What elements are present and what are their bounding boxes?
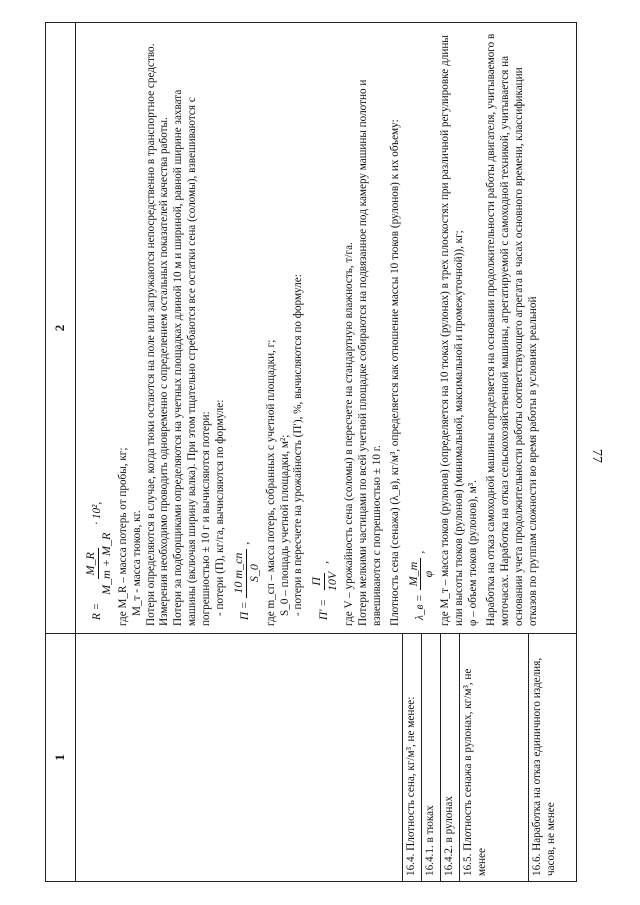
formula-lambda: λ_в = M_т φ ,	[405, 550, 436, 620]
column-header-1: 1	[46, 633, 76, 881]
text-line: - потери в пересчете на урожайность (П′), %, вычисляются по формуле:	[292, 274, 305, 616]
requirements-table	[45, 22, 577, 882]
text-line: Потери определяются в случае, когда тюки остаются на поле или загружаются непосредственно в транспортное средство.	[144, 43, 157, 626]
text-line: Измерения необходимо проводить одновременно с определением остальных показателей качества работы.	[158, 117, 171, 626]
parameter-cell-continued	[76, 634, 403, 881]
formula-P-prime: П′ = П 10V ,	[309, 560, 340, 620]
text-line: Потери за подборщиками определяются на учетных площадках длиной 10 м и шириной, равной ширине захвата	[172, 89, 185, 626]
parameter-column	[76, 633, 576, 881]
text-line: - потери (П), кг/га, вычисляются по формуле:	[213, 399, 226, 616]
text-line: S_0 – площадь учетной площадки, м²;	[278, 434, 291, 616]
text-line: где M_т – масса тюков (рулонов) (определяется на 10 тюках (рулонах) в трех плоскостях при различной регулировке длины или высоты тюков (рулонов) (минимальной, максимальной и промежуточной)), кг;	[439, 35, 466, 626]
parameter-hay-density-rolls: 16.4.2. в рулонах	[441, 634, 460, 881]
parameter-mtbf: 16.6. Наработка на отказ единичного изделия, часов, не менее	[531, 657, 557, 876]
text-line: где m_сп – масса потерь, собранных с учетной площадки, г;	[264, 339, 277, 626]
method-column	[76, 23, 576, 633]
column-header-2: 2	[46, 23, 76, 633]
text-line: где M_R – масса потерь от пробы, кг;	[116, 447, 129, 626]
text-line: машины (включая ширину валка). При этом тщательно сгребаются все остатки сена (соломы), взвешиваются с погрешностью ± 10 г и вычисляются потери:	[186, 97, 213, 626]
text-line: Потери мелкими частицами по всей учетной площадке собираются на подвязанное под камеру машины полотно и взвешиваются с погрешностью ± 10 г.	[356, 79, 383, 626]
page-number: 77	[589, 449, 604, 463]
formula-P: П = 10 m_сп S_0 ,	[230, 541, 261, 620]
text-line: где V – урожайность сена (соломы) в пересчете на стандартную влажность, т/га.	[343, 242, 356, 626]
parameter-haylage-density: 16.5. Плотность сенажа в рулонах, кг/м³, не менее	[460, 634, 529, 881]
parameter-hay-density-bales: 16.4.1. в тюках	[422, 634, 441, 881]
text-line: φ – объем тюков (рулонов), м³.	[467, 480, 480, 626]
text-line: Плотность сена (сенажа) (λ_в), кг/м³, определяется как отношение массы 10 тюков (рулонов) к их объему:	[388, 119, 401, 626]
text-line: M_т - масса тюков, кг.	[130, 510, 143, 616]
text-line: Наработка на отказ самоходной машины определяется на основании продолжительности работы двигателя, учитываемого в моточасах. Наработка на отказ сельскохозяйственной машины, агрегатируемой с самоходной техникой, учитывается на основании учета продолжительности работы соответствующего агрегата в часах основного времени, классификации отказов по группам сложности во время работы в условиях реальной	[485, 33, 539, 626]
formula-R: R = M_R M_т + M_R · 10²,	[83, 501, 113, 620]
parameter-hay-density: 16.4. Плотность сена, кг/м³, не менее:	[403, 634, 422, 881]
